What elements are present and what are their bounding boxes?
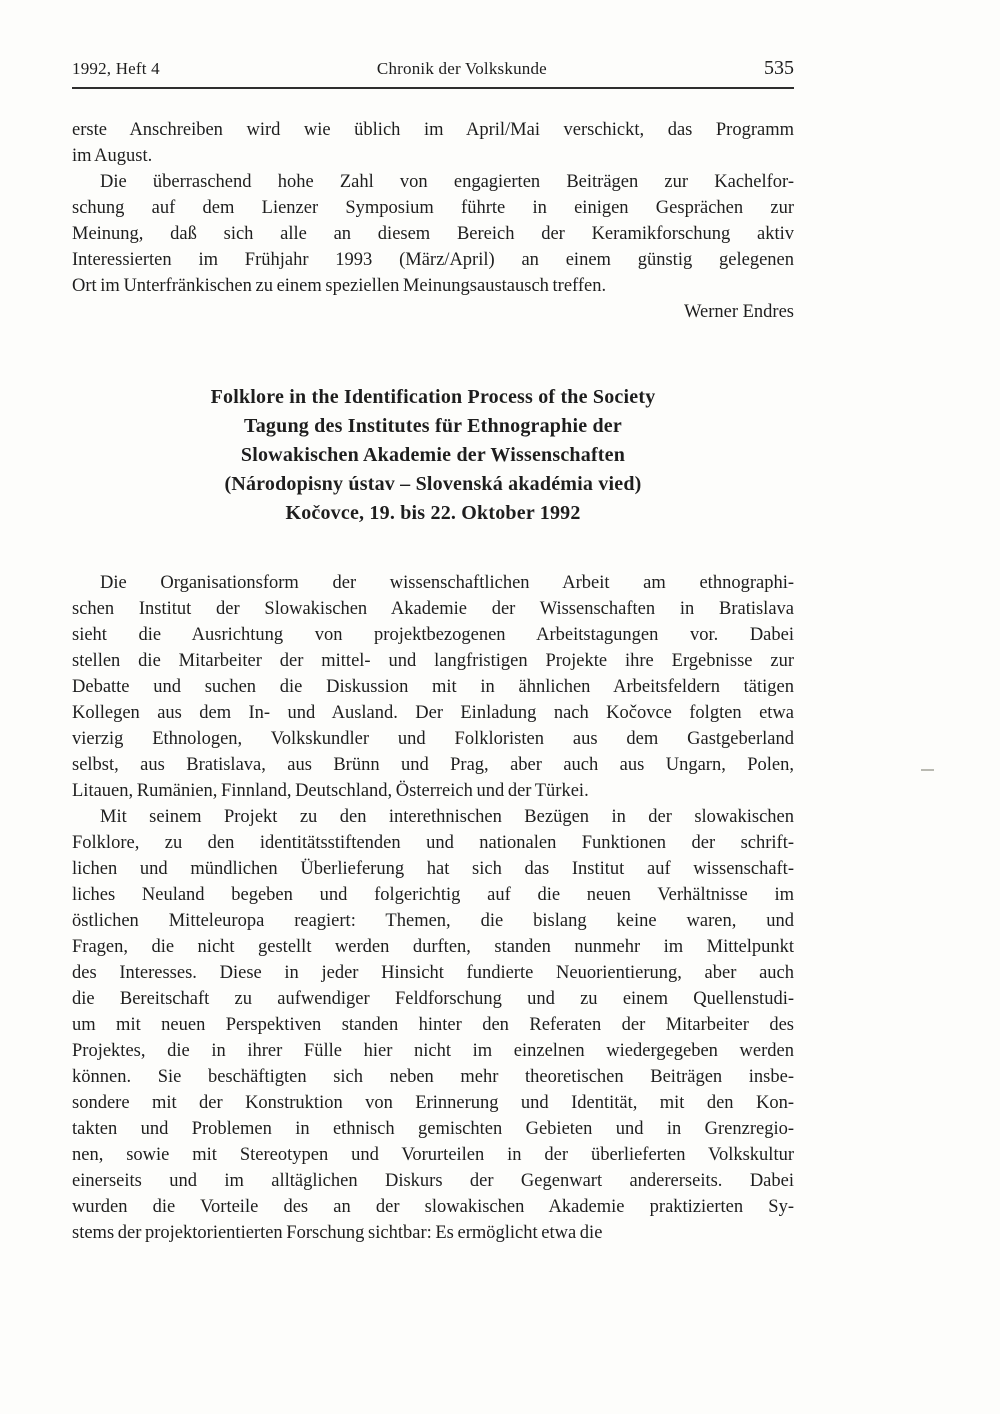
page-body: [72, 117, 794, 1246]
text-line: des Interesses. Diese in jeder Hinsicht fundierte Neuorientierung, aber auch: [72, 963, 794, 983]
text-line: sondere mit der Konstruktion von Erinnerung und Identität, mit den Kon-: [72, 1093, 794, 1113]
text-line: Mit seinem Projekt zu den interethnischen Bezügen in der slowakischen: [100, 807, 794, 827]
header-rule: [72, 87, 794, 89]
header-journal-title: Chronik der Volkskunde: [376, 59, 547, 78]
text-line: östlichen Mitteleuropa reagiert: Themen, die bislang keine waren, und: [72, 911, 794, 931]
text-line: nen, sowie mit Stereotypen und Vorurteilen in der überlieferten Volkskultur: [72, 1145, 794, 1165]
text-column: [72, 0, 794, 1246]
text-line: um mit neuen Perspektiven standen hinter den Referaten der Mitarbeiter des: [72, 1015, 794, 1035]
article-title: [72, 383, 794, 528]
text-line: sieht die Ausrichtung von projektbezogenen Arbeitstagungen vor. Dabei: [72, 625, 794, 645]
header-page-number: 535: [763, 57, 794, 79]
text-line: Debatte und suchen die Diskussion mit in ähnlichen Arbeitsfeldern tätigen: [72, 677, 794, 697]
text-line: im August.: [72, 146, 153, 166]
article-title-line: Slowakischen Akademie der Wissenschaften: [240, 444, 626, 466]
scan-artifact-mark: [921, 769, 934, 771]
text-line: Interessierten im Frühjahr 1993 (März/April) an einem günstig gelegenen: [72, 250, 794, 270]
text-line: erste Anschreiben wird wie üblich im April/Mai verschickt, das Programm: [72, 120, 794, 140]
text-line: Litauen, Rumänien, Finnland, Deutschland, Österreich und der Türkei.: [72, 781, 589, 801]
text-line: wurden die Vorteile des an der slowakischen Akademie praktizierten Sy-: [72, 1197, 794, 1217]
text-line: können. Sie beschäftigten sich neben mehr theoretischen Beiträgen insbe-: [72, 1067, 794, 1087]
text-line: Die Organisationsform der wissenschaftlichen Arbeit am ethnographi-: [100, 573, 794, 593]
text-line: Folklore, zu den identitätsstiftenden und nationalen Funktionen der schrift-: [72, 833, 794, 853]
paragraph: [72, 169, 794, 299]
paragraph: [72, 117, 794, 169]
text-line: Ort im Unterfränkischen zu einem speziellen Meinungsaustausch treffen.: [72, 276, 607, 296]
text-line: selbst, aus Bratislava, aus Brünn und Prag, aber auch aus Ungarn, Polen,: [72, 755, 794, 775]
text-line: Kollegen aus dem In- und Ausland. Der Einladung nach Kočovce folgten etwa: [72, 703, 794, 723]
text-line: schung auf dem Lienzer Symposium führte in einigen Gesprächen zur: [72, 198, 794, 218]
article-title-line: Kočovce, 19. bis 22. Oktober 1992: [285, 502, 581, 524]
header-issue: 1992, Heft 4: [72, 59, 160, 78]
author-signature: Werner Endres: [684, 302, 794, 322]
text-line: Fragen, die nicht gestellt werden durften, standen nunmehr im Mittelpunkt: [72, 937, 794, 957]
paragraph: [72, 804, 794, 1246]
article-title-line: Tagung des Institutes für Ethnographie der: [244, 415, 622, 437]
text-line: die Bereitschaft zu aufwendiger Feldforschung und zu einem Quellenstudi-: [72, 989, 794, 1009]
text-line: einerseits und im alltäglichen Diskurs der Gegenwart andererseits. Dabei: [72, 1171, 794, 1191]
text-line: takten und Problemen in ethnisch gemischten Gebieten und in Grenzregio-: [72, 1119, 794, 1139]
text-line: Projektes, die in ihrer Fülle hier nicht im einzelnen wiedergegeben werden: [72, 1041, 794, 1061]
text-line: schen Institut der Slowakischen Akademie der Wissenschaften in Bratislava: [72, 599, 794, 619]
text-line: stems der projektorientierten Forschung sichtbar: Es ermöglicht etwa die: [72, 1223, 603, 1243]
text-line: liches Neuland begeben und folgerichtig auf die neuen Verhältnisse im: [72, 885, 794, 905]
page-header: [72, 0, 794, 80]
paragraph: [72, 570, 794, 804]
text-line: vierzig Ethnologen, Volkskundler und Folkloristen aus dem Gastgeberland: [72, 729, 794, 749]
text-line: Meinung, daß sich alle an diesem Bereich der Keramikforschung aktiv: [72, 224, 794, 244]
article-title-line: (Národopisny ústav – Slovenská akadémia vied): [224, 473, 642, 495]
text-line: stellen die Mitarbeiter der mittel- und langfristigen Projekte ihre Ergebnisse zur: [72, 651, 794, 671]
text-line: Die überraschend hohe Zahl von engagierten Beiträgen zur Kachelfor-: [100, 172, 794, 192]
article-title-line: Folklore in the Identification Process of the Society: [210, 386, 656, 408]
text-line: lichen und mündlichen Überlieferung hat sich das Institut auf wissenschaft-: [72, 859, 794, 879]
